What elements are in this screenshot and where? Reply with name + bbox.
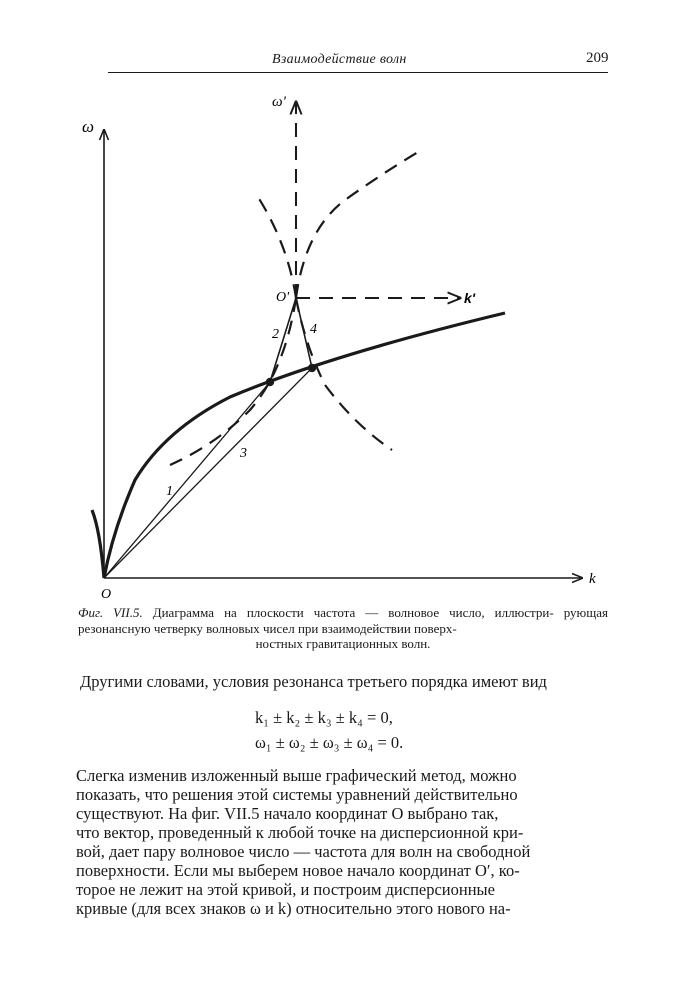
- equation-frequencies: ω₁ ± ω₂ ± ω₃ ± ω₄ = 0.: [255, 733, 404, 752]
- figure-caption-line1: Диаграмма на плоскости частота — волновое число, иллюстри-: [152, 605, 554, 620]
- paragraph-2-line: поверхности. Если мы выберем новое начало координат O′, ко-: [76, 861, 520, 880]
- vector-3: [104, 368, 312, 578]
- paragraph-2-line: торое не лежит на этой кривой, и построим дисперсионные: [76, 880, 495, 899]
- paragraph-2-line: существуют. На фиг. VII.5 начало координат O выбрано так,: [76, 804, 499, 823]
- paragraph-2: [76, 766, 608, 918]
- page-number: 209: [586, 50, 609, 66]
- k-prime-label: k': [464, 290, 476, 306]
- origin-label: O: [101, 587, 112, 600]
- equation-wavenumbers: k₁ ± k₂ ± k₃ ± k₄ = 0,: [255, 708, 393, 727]
- paragraph-2-line: показать, что решения этой системы уравнений действительно: [76, 785, 518, 804]
- resonance-point-left: [266, 378, 274, 386]
- paragraph-2-line: Слегка изменив изложенный выше графический метод, можно: [76, 766, 517, 785]
- vector-4-label: 4: [310, 322, 317, 337]
- dashed-curve-lower-right: [296, 298, 392, 450]
- vector-3-label: 3: [240, 446, 247, 461]
- paragraph-2-line: кривые (для всех знаков ω и k) относительно этого нового на-: [76, 899, 511, 918]
- resonance-point-right: [308, 364, 316, 372]
- vector-1-label: 1: [166, 484, 173, 499]
- paragraph-2-line: что вектор, проведенный к любой точке на дисперсионной кри-: [76, 823, 524, 842]
- dispersion-curve: [92, 313, 505, 578]
- paragraph-2-line: вой, дает пару волновое число — частота для волн на свободной: [76, 842, 531, 861]
- k-label: k: [589, 571, 596, 587]
- omega-prime-label: ω': [272, 94, 286, 110]
- dashed-curve-upper-left: [258, 197, 296, 298]
- figure-caption-line2: рующая резонансную четверку волновых чисел при взаимодействии поверх-: [78, 605, 608, 636]
- paragraph-1: Другими словами, условия резонанса третьего порядка имеют вид: [80, 672, 547, 691]
- figure-caption-label: Фиг. VII.5.: [78, 605, 143, 620]
- figure-caption: [78, 605, 608, 652]
- omega-label: ω: [82, 117, 95, 136]
- vector-1: [104, 382, 270, 578]
- dashed-curve-upper-right: [296, 152, 418, 298]
- figure-caption-line3: ностных гравитационных волн.: [255, 636, 431, 651]
- vector-2-label: 2: [272, 327, 279, 342]
- running-title: Взаимодействие волн: [272, 52, 407, 67]
- origin-prime-label: O': [276, 290, 290, 305]
- dashed-curve-lower-left: [170, 298, 296, 465]
